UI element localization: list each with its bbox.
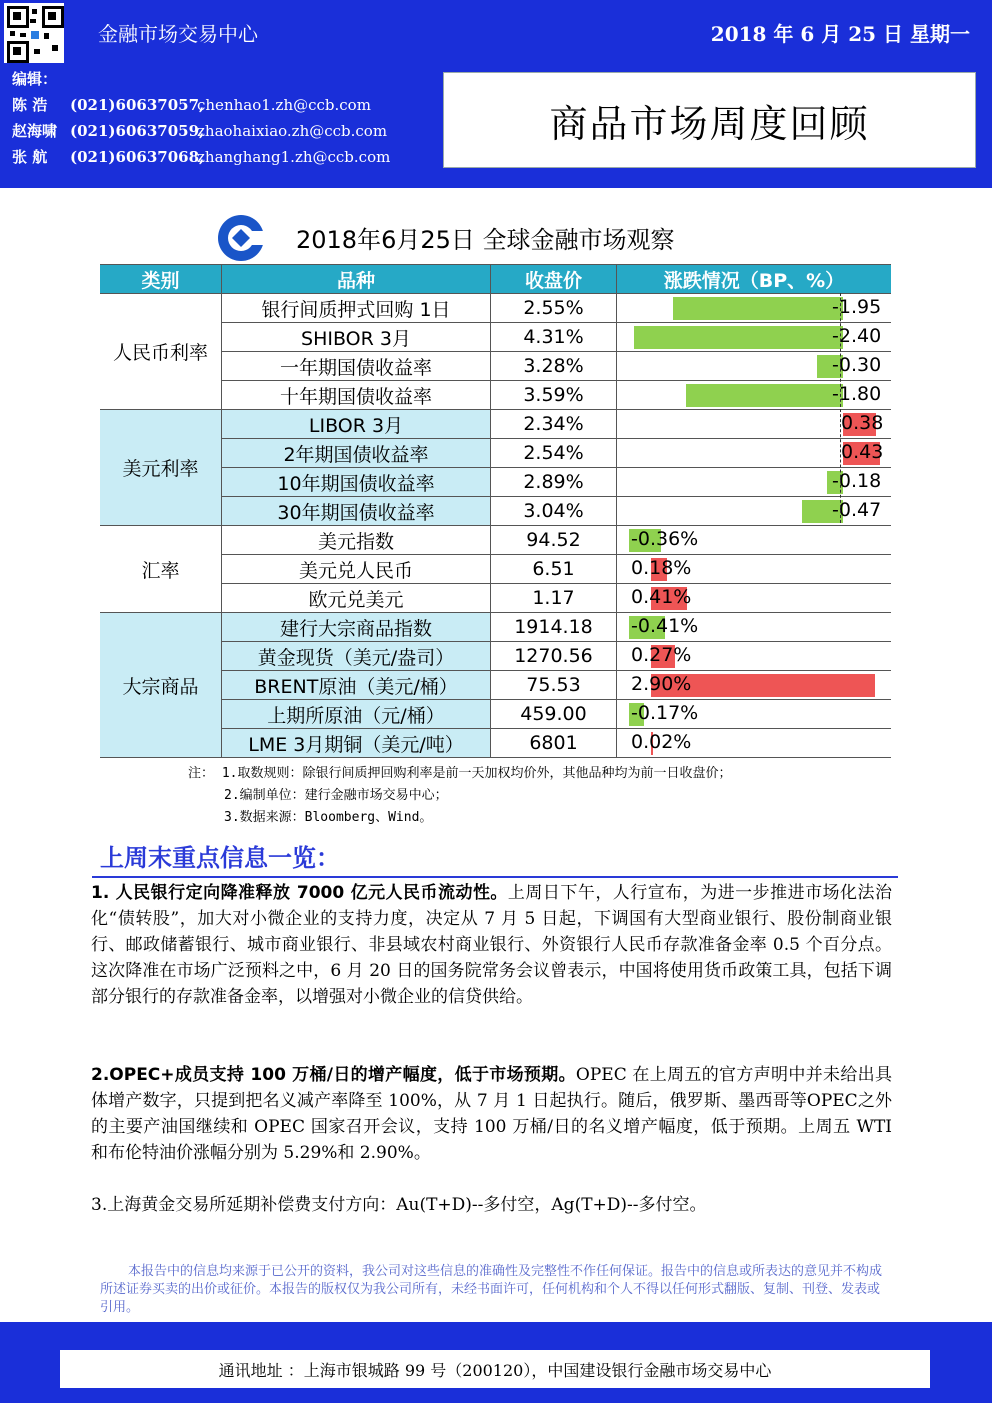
editor-name: 赵海啸 — [12, 122, 58, 140]
editor-phone: (021)60637057, — [70, 96, 205, 114]
instrument-name: SHIBOR 3月 — [222, 323, 491, 352]
instrument-name: LME 3月期铜（美元/吨） — [222, 729, 491, 758]
close-value: 2.54% — [491, 439, 617, 468]
instrument-name: 一年期国债收益率 — [222, 352, 491, 381]
section-title: 上周末重点信息一览： — [100, 844, 340, 872]
footer-box — [60, 1350, 930, 1388]
instrument-name: 黄金现货（美元/盎司） — [222, 642, 491, 671]
editor-line — [12, 146, 390, 167]
change-cell — [617, 468, 892, 497]
close-value: 3.04% — [491, 497, 617, 526]
category-cell: 大宗商品 — [100, 613, 222, 758]
change-value: 0.43 — [841, 441, 884, 463]
header-name: 品种 — [222, 265, 491, 294]
footer-address: 通讯地址 ：上海市银城路 99 号（200120），中国建设银行金融市场交易中心 — [218, 1361, 772, 1380]
news-item — [91, 1192, 892, 1218]
table-title: 2018年6月25日 全球金融市场观察 — [296, 226, 675, 254]
department-name: 金融市场交易中心 — [98, 22, 258, 46]
editor-email: zhaohaixiao.zh@ccb.com — [197, 122, 388, 140]
news-lead: 2.OPEC+成员支持 100 万桶/日的增产幅度，低于市场预期。 — [91, 1065, 576, 1085]
note-line: 注： 1.取数规则：除银行间质押回购利率是前一天加权均价外，其他品种均为前一日收盘价； — [188, 766, 732, 781]
change-value: 2.90% — [631, 673, 692, 695]
disclaimer: 本报告中的信息均来源于已公开的资料，我公司对这些信息的准确性及完整性不作任何保证。报告中的信息或所表达的意见并不构成所述证券买卖的出价或征价。本报告的版权仅为我公司所有，未经书面许可，任何机构和个人不得以任何形式翻版、复制、刊登、发表或引用。 — [100, 1264, 883, 1315]
report-title-box — [443, 72, 976, 168]
editor-email: chenhao1.zh@ccb.com — [197, 96, 371, 114]
change-cell — [617, 671, 892, 700]
change-value: -2.40 — [832, 325, 882, 347]
close-value: 1.17 — [491, 584, 617, 613]
instrument-name: 10年期国债收益率 — [222, 468, 491, 497]
close-value: 1914.18 — [491, 613, 617, 642]
change-value: 0.38 — [841, 412, 884, 434]
change-value: 0.02% — [631, 731, 692, 753]
news-item — [91, 880, 892, 1010]
change-value: -1.80 — [832, 383, 882, 405]
table-row — [100, 294, 891, 323]
close-value: 6801 — [491, 729, 617, 758]
change-value: -0.47 — [832, 499, 882, 521]
instrument-name: LIBOR 3月 — [222, 410, 491, 439]
editor-line — [12, 94, 371, 115]
instrument-name: 欧元兑美元 — [222, 584, 491, 613]
category-cell: 人民币利率 — [100, 294, 222, 410]
change-value: -0.36% — [631, 528, 699, 550]
news-body: 上周日下午，人行宣布，为进一步推进市场化法治化“债转股”，加大对小微企业的支持力度，决定从 7 月 5 日起，下调国有大型商业银行、股份制商业银行、邮政储蓄银行、城市商业银行、非县域农村商业银行、外资银行人民币存款准备金率 0.5 个百分点。这次降准在市场广泛预料之中，6 月 20 日的国务院常务会议曾表示，中国将使用货币政策工具，包括下调部分银行的存款准备金率，以增强对小微企业的信贷供给。 — [91, 883, 893, 1007]
editor-line — [12, 120, 387, 141]
close-value: 1270.56 — [491, 642, 617, 671]
note-line: 2.编制单位：建行金融市场交易中心； — [224, 788, 448, 803]
instrument-name: 上期所原油（元/桶） — [222, 700, 491, 729]
header-change: 涨跌情况（BP、%） — [617, 265, 892, 294]
header-category: 类别 — [100, 265, 222, 294]
qr-code-icon — [4, 3, 64, 63]
negative-change-bar — [686, 384, 843, 407]
instrument-name: 30年期国债收益率 — [222, 497, 491, 526]
instrument-name: 美元指数 — [222, 526, 491, 555]
instrument-name: 建行大宗商品指数 — [222, 613, 491, 642]
table-row — [100, 613, 891, 642]
change-value: -1.95 — [832, 296, 882, 318]
category-cell: 美元利率 — [100, 410, 222, 526]
close-value: 3.59% — [491, 381, 617, 410]
editor-name: 张 航 — [12, 148, 48, 166]
section-divider — [92, 876, 898, 878]
change-cell — [617, 584, 892, 613]
news-body: 3.上海黄金交易所延期补偿费支付方向：Au(T+D)--多付空，Ag(T+D)--多付空。 — [91, 1195, 707, 1215]
change-value: 0.18% — [631, 557, 692, 579]
close-value: 94.52 — [491, 526, 617, 555]
negative-change-bar — [634, 326, 843, 349]
change-cell — [617, 439, 892, 468]
close-value: 4.31% — [491, 323, 617, 352]
editor-email: zhanghang1.zh@ccb.com — [197, 148, 391, 166]
ccb-logo-icon — [216, 213, 266, 263]
change-cell — [617, 700, 892, 729]
close-value: 2.34% — [491, 410, 617, 439]
change-cell — [617, 526, 892, 555]
change-cell — [617, 555, 892, 584]
report-title: 商品市场周度回顾 — [549, 102, 870, 146]
news-item — [91, 1062, 892, 1166]
table-row — [100, 526, 891, 555]
category-cell: 汇率 — [100, 526, 222, 613]
close-value: 3.28% — [491, 352, 617, 381]
zero-line — [840, 293, 841, 523]
change-cell — [617, 323, 892, 352]
change-value: -0.17% — [631, 702, 699, 724]
change-value: 0.41% — [631, 586, 692, 608]
change-value: 0.27% — [631, 644, 692, 666]
editors-label: 编辑： — [12, 70, 58, 88]
news-body: OPEC 在上周五的官方声明中并未给出具体增产数字，只提到把名义减产率降至 100%，从 7 月 1 日起执行。随后，俄罗斯、墨西哥等OPEC之外的主要产油国继续和 OPEC 国家召开会议，支持 100 万桶/日的名义增产幅度，低于预期。上周五 WTI 和布伦特油价涨幅分别为 5.29%和 2.90%。 — [91, 1065, 893, 1163]
instrument-name: 美元兑人民币 — [222, 555, 491, 584]
instrument-name: 十年期国债收益率 — [222, 381, 491, 410]
close-value: 6.51 — [491, 555, 617, 584]
close-value: 2.89% — [491, 468, 617, 497]
editor-phone: (021)60637068, — [70, 148, 205, 166]
instrument-name: 2年期国债收益率 — [222, 439, 491, 468]
market-table — [100, 264, 891, 758]
change-cell — [617, 294, 892, 323]
editor-name: 陈 浩 — [12, 96, 48, 114]
change-cell — [617, 381, 892, 410]
change-value: -0.30 — [832, 354, 882, 376]
change-cell — [617, 410, 892, 439]
table-row — [100, 410, 891, 439]
change-cell — [617, 729, 892, 758]
table-header-row — [100, 265, 891, 294]
change-value: -0.18 — [832, 470, 882, 492]
report-date: 2018 年 6 月 25 日 星期一 — [710, 22, 970, 46]
news-lead: 1. 人民银行定向降准释放 7000 亿元人民币流动性。 — [91, 883, 508, 903]
instrument-name: BRENT原油（美元/桶） — [222, 671, 491, 700]
close-value: 459.00 — [491, 700, 617, 729]
change-cell — [617, 497, 892, 526]
change-cell — [617, 642, 892, 671]
editor-phone: (021)60637059, — [70, 122, 205, 140]
change-value: -0.41% — [631, 615, 699, 637]
negative-change-bar — [673, 297, 843, 320]
instrument-name: 银行间质押式回购 1日 — [222, 294, 491, 323]
header-close: 收盘价 — [491, 265, 617, 294]
close-value: 75.53 — [491, 671, 617, 700]
change-cell — [617, 352, 892, 381]
note-line: 3.数据来源：Bloomberg、Wind。 — [224, 810, 433, 825]
close-value: 2.55% — [491, 294, 617, 323]
change-cell — [617, 613, 892, 642]
